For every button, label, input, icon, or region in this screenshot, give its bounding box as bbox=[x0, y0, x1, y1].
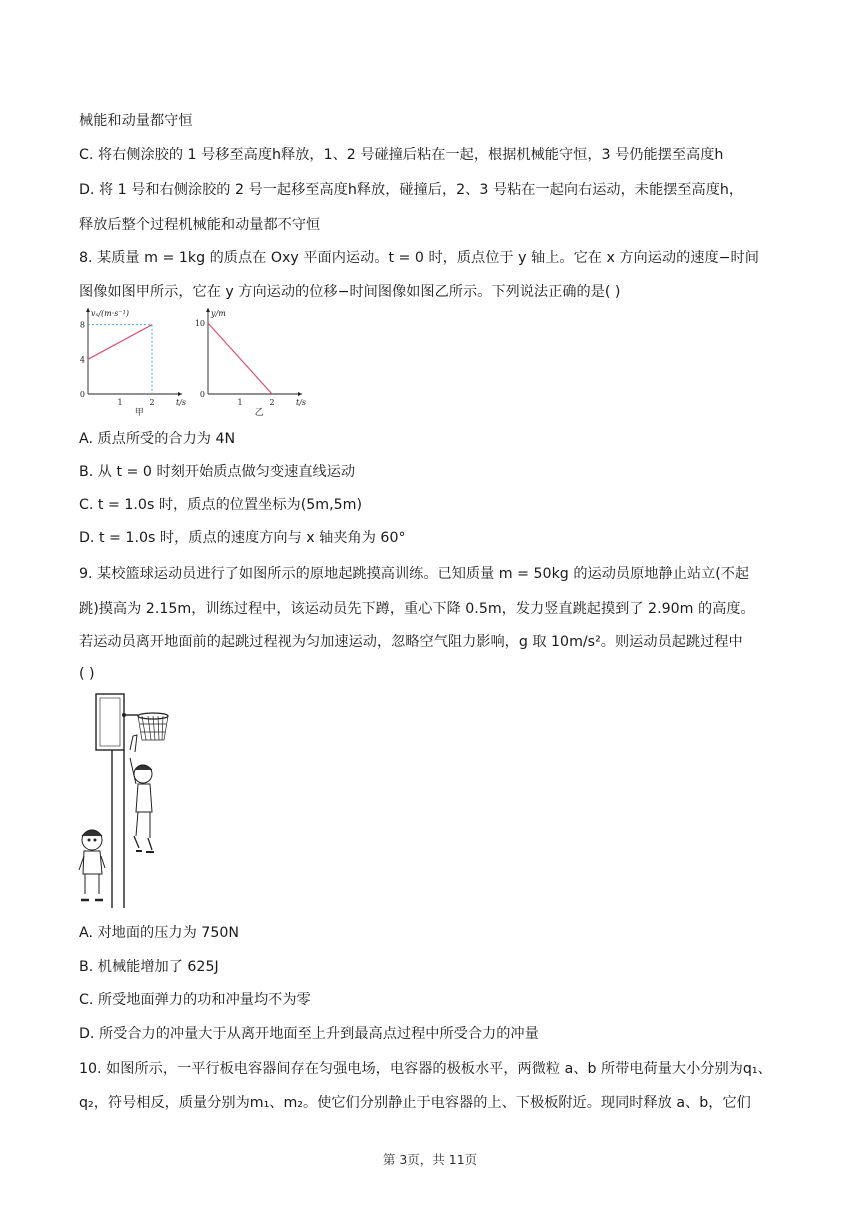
question-9-line-4: ( ) bbox=[79, 666, 95, 682]
q8-option-b: B. 从 t = 0 时刻开始质点做匀变速直线运动 bbox=[79, 464, 356, 480]
question-9-line-1: 9. 某校篮球运动员进行了如图所示的原地起跳摸高训练。已知质量 m = 50kg 的运动员原地静止站立(不起 bbox=[79, 566, 750, 582]
jumping-boy bbox=[130, 735, 154, 852]
question-10-line-2: q₂，符号相反，质量分别为m₁、m₂。使它们分别静止于电容器的上、下极板附近。现同时释放 a、b，它们 bbox=[79, 1095, 751, 1111]
question-9-line-2: 跳)摸高为 2.15m，训练过程中，该运动员先下蹲，重心下降 0.5m，发力竖直跳起摸到了 2.90m 的高度。 bbox=[79, 601, 755, 617]
q9-option-c: C. 所受地面弹力的功和冲量均不为零 bbox=[79, 992, 311, 1008]
x-axis-label: t/s bbox=[176, 398, 187, 407]
x-tick-label: 1 bbox=[117, 398, 123, 407]
x-axis-arrow bbox=[298, 392, 302, 396]
series-line bbox=[208, 323, 272, 394]
q8-option-d: D. t = 1.0s 时，质点的速度方向与 x 轴夹角为 60° bbox=[79, 530, 406, 546]
line-1: 械能和动量都守恒 bbox=[79, 113, 193, 129]
q9-option-a: A. 对地面的压力为 750N bbox=[79, 925, 239, 941]
q8-option-c: C. t = 1.0s 时，质点的位置坐标为(5m,5m) bbox=[79, 497, 363, 513]
basketball-illustration bbox=[78, 688, 178, 914]
x-tick-label: 2 bbox=[149, 398, 155, 407]
question-8-line-1: 8. 某质量 m = 1kg 的质点在 Oxy 平面内运动。t = 0 时，质点位于 y 轴上。它在 x 方向运动的速度−时间 bbox=[79, 250, 759, 266]
standing-boy bbox=[79, 830, 105, 900]
x-tick-label: 2 bbox=[269, 398, 275, 407]
y-tick-label: 4 bbox=[79, 355, 85, 365]
line-3: D. 将 1 号和右侧涂胶的 2 号一起移至高度h释放，碰撞后，2、3 号粘在一起向右运动，未能摆至高度h， bbox=[79, 182, 744, 198]
series-line bbox=[88, 325, 152, 360]
y-axis-arrow bbox=[86, 308, 90, 312]
y-tick-label: 0 bbox=[79, 390, 85, 399]
chart-yi bbox=[196, 306, 311, 418]
y-axis-label: vₓ/(m·s⁻¹) bbox=[91, 309, 129, 318]
q9-option-d: D. 所受合力的冲量大于从离开地面至上升到最高点过程中所受合力的冲量 bbox=[79, 1026, 539, 1042]
y-tick-label: 10 bbox=[194, 319, 205, 329]
chart-jia bbox=[76, 306, 191, 418]
y-tick-label: 8 bbox=[79, 320, 85, 330]
page-footer: 第 3页，共 11页 bbox=[382, 1152, 478, 1167]
q9-option-b: B. 机械能增加了 625J bbox=[79, 959, 219, 975]
x-axis-label: t/s bbox=[296, 398, 307, 407]
y-axis-label: y/m bbox=[211, 309, 226, 318]
chart-caption: 乙 bbox=[254, 408, 264, 418]
pole bbox=[112, 750, 124, 908]
q8-option-a: A. 质点所受的合力为 4N bbox=[79, 431, 236, 447]
y-axis-arrow bbox=[206, 308, 210, 312]
line-2: C. 将右侧涂胶的 1 号移至高度h释放，1、2 号碰撞后粘在一起，根据机械能守恒，3 号仍能摆至高度h bbox=[79, 147, 724, 163]
net bbox=[138, 716, 168, 740]
line-4: 释放后整个过程机械能和动量都不守恒 bbox=[79, 217, 321, 233]
y-tick-label: 0 bbox=[199, 390, 205, 399]
x-axis-arrow bbox=[178, 392, 182, 396]
question-9-line-3: 若运动员离开地面前的起跳过程视为匀加速运动，忽略空气阻力影响，g 取 10m/s²。则运动员起跳过程中 bbox=[79, 634, 743, 650]
question-10-line-1: 10. 如图所示，一平行板电容器间存在匀强电场，电容器的极板水平，两微粒 a、b 所带电荷量大小分别为q₁、 bbox=[79, 1061, 772, 1077]
question-8-line-2: 图像如图甲所示，它在 y 方向运动的位移−时间图像如图乙所示。下列说法正确的是( ) bbox=[79, 284, 621, 300]
chart-caption: 甲 bbox=[134, 408, 144, 418]
x-tick-label: 1 bbox=[237, 398, 243, 407]
